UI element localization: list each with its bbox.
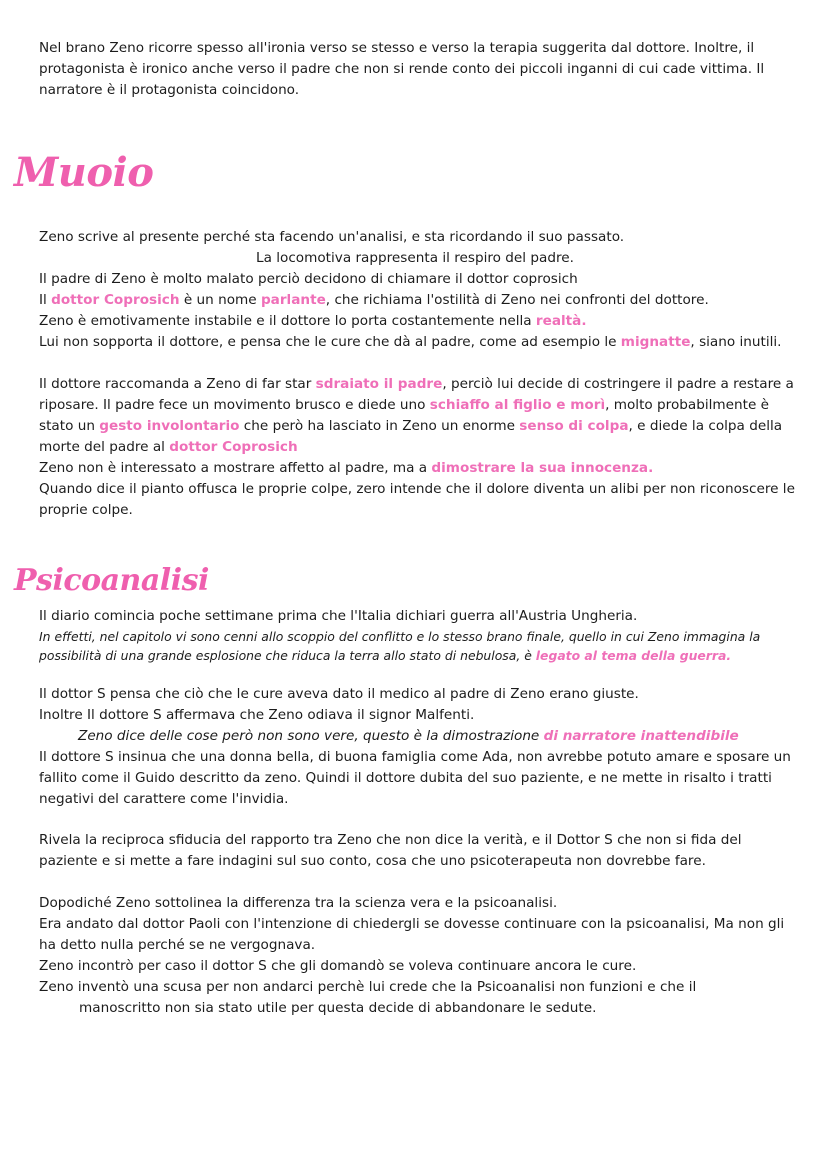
text-span: Zeno è emotivamente instabile e il dottore lo porta costantemente nella xyxy=(39,313,536,329)
psico-line-4: Inoltre Il dottore S affermava che Zeno odiava il signor Malfenti. xyxy=(39,707,475,723)
highlight-gesto-involontario: gesto involontario xyxy=(99,418,240,434)
highlight-narratore-inattendibile: di narratore inattendibile xyxy=(543,728,739,744)
text-span: Lui non sopporta il dottore, e pensa che le cure che dà al padre, come ad esempio le xyxy=(39,334,621,350)
psico-line-1: Il diario comincia poche settimane prima che l'Italia dichiari guerra all'Austria Ungheria. xyxy=(39,608,638,624)
text-span: , molto probabilmente è stato un xyxy=(39,397,770,434)
psico-line-8: Dopodiché Zeno sottolinea la differenza tra la scienza vera e la psicoanalisi. xyxy=(39,895,558,911)
intro-paragraph: Nel brano Zeno ricorre spesso all'ironia verso se stesso e verso la terapia suggerita dal dottore. Inoltre, il protagonista è ironico anche verso il padre che non si rende conto dei piccoli inganni di cui cade vittima. Il narratore è il protagonista coincidono. xyxy=(39,40,765,98)
muoio-paragraph-9: Quando dice il pianto offusca le proprie colpe, zero intende che il dolore diventa un alibi per non riconoscere le proprie colpe. xyxy=(39,481,795,518)
psico-line-11a: Zeno inventò una scusa per non andarci perchè lui crede che la Psicoanalisi non funzioni e che il xyxy=(39,979,697,995)
text-span: Il dottore raccomanda a Zeno di far star xyxy=(39,376,316,392)
text-span: , che richiama l'ostilità di Zeno nei confronti del dottore. xyxy=(325,292,709,308)
text-span: Il xyxy=(39,292,52,308)
highlight-realta: realtà. xyxy=(535,313,587,329)
text-span: , perciò lui decide di costringere il padre a restare a riposare. Il padre fece un movimento brusco e diede uno xyxy=(39,376,794,413)
highlight-schiaffo: schiaffo al figlio e morì xyxy=(429,397,606,413)
text-span: è un nome xyxy=(179,292,261,308)
highlight-senso-di-colpa: senso di colpa xyxy=(519,418,629,434)
muoio-line-5 xyxy=(39,311,804,332)
muoio-line-6 xyxy=(39,332,804,353)
muoio-paragraph-7 xyxy=(39,374,804,458)
section-heading-muoio: Muoio xyxy=(14,149,154,196)
muoio-line-1: Zeno scrive al presente perché sta facendo un'analisi, e sta ricordando il suo passato. xyxy=(39,229,625,245)
highlight-innocenza: dimostrare la sua innocenza. xyxy=(431,460,654,476)
text-span: , e diede la colpa della morte del padre al xyxy=(39,418,783,455)
psico-line-11b: manoscritto non sia stato utile per questa decide di abbandonare le sedute. xyxy=(79,1000,597,1016)
psico-line-3: Il dottor S pensa che ciò che le cure aveva dato il medico al padre di Zeno erano giuste. xyxy=(39,686,639,702)
text-span: In effetti, nel capitolo vi sono cenni allo scoppio del conflitto e lo stesso brano finale, quello in cui Zeno immagina la possibilità di una grande esplosione che riduca la terra allo stato di nebulosa, è xyxy=(39,629,761,663)
psico-paragraph-9: Era andato dal dottor Paoli con l'intenzione di chiedergli se dovesse continuare con la psicoanalisi, Ma non gli ha detto nulla perché se ne vergognava. xyxy=(39,916,785,953)
psico-italic-paragraph xyxy=(39,627,804,665)
highlight-parlante: parlante xyxy=(260,292,326,308)
section-heading-psicoanalisi: Psicoanalisi xyxy=(14,563,209,598)
text-span: , siano inutili. xyxy=(690,334,782,350)
text-span: Zeno dice delle cose però non sono vere, questo è la dimostrazione xyxy=(78,728,544,744)
highlight-sdraiato: sdraiato il padre xyxy=(315,376,443,392)
muoio-line-2: La locomotiva rappresenta il respiro del padre. xyxy=(256,250,574,266)
muoio-line-8 xyxy=(39,458,804,479)
psico-line-10: Zeno incontrò per caso il dottor S che gli domandò se voleva continuare ancora le cure. xyxy=(39,958,637,974)
text-span: che però ha lasciato in Zeno un enorme xyxy=(239,418,520,434)
muoio-line-3: Il padre di Zeno è molto malato perciò decidono di chiamare il dottor coprosich xyxy=(39,271,578,287)
psico-paragraph-7: Rivela la reciproca sfiducia del rapporto tra Zeno che non dice la verità, e il Dottor S che non si fida del paziente e si mette a fare indagini sul suo conto, cosa che uno psicoterapeuta non dovrebbe fare. xyxy=(39,832,742,869)
psico-line-5 xyxy=(78,726,808,747)
psico-paragraph-6: Il dottore S insinua che una donna bella, di buona famiglia come Ada, non avrebbe potuto amare e sposare un fallito come il Guido descritto da zeno. Quindi il dottore dubita del suo paziente, e ne mette in risalto i tratti negativi del carattere come l'invidia. xyxy=(39,749,791,807)
highlight-dottor-coprosich-2: dottor Coprosich xyxy=(169,439,298,455)
highlight-dottor-coprosich: dottor Coprosich xyxy=(51,292,180,308)
text-span: Zeno non è interessato a mostrare affetto al padre, ma a xyxy=(39,460,432,476)
highlight-tema-guerra: legato al tema della guerra. xyxy=(535,648,732,663)
muoio-line-4 xyxy=(39,290,804,311)
highlight-mignatte: mignatte xyxy=(620,334,691,350)
